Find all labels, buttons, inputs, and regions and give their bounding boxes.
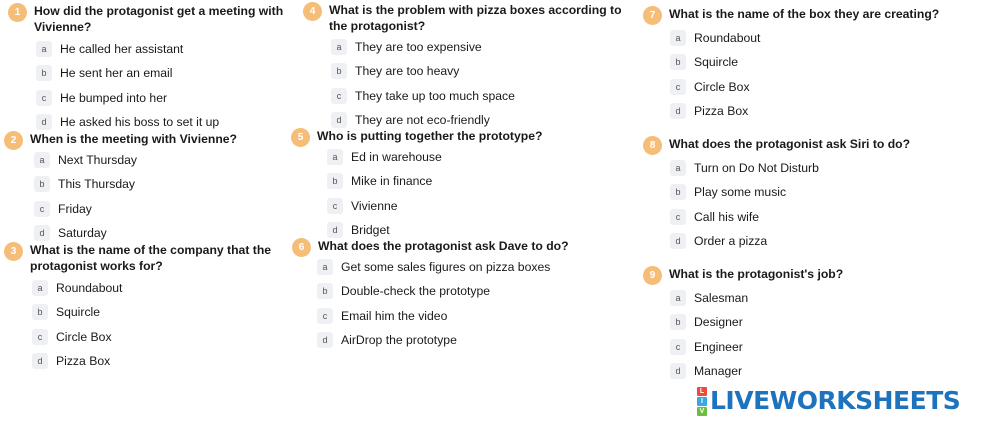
option-letter: c: [317, 308, 333, 324]
option-text: Circle Box: [56, 329, 112, 344]
option-letter: d: [670, 233, 686, 249]
question-4: [303, 2, 633, 132]
option-d[interactable]: [670, 229, 973, 253]
option-b[interactable]: [331, 59, 633, 83]
option-a[interactable]: [317, 255, 622, 279]
option-text: They take up too much space: [355, 88, 515, 103]
option-b[interactable]: [670, 50, 973, 74]
liveworksheets-logo: [697, 386, 960, 416]
option-letter: b: [327, 173, 343, 189]
question-header: [4, 131, 289, 147]
option-a[interactable]: [36, 37, 293, 61]
question-number-badge: 7: [643, 6, 662, 25]
option-b[interactable]: [317, 279, 622, 303]
option-d[interactable]: [317, 328, 622, 352]
option-text: Designer: [694, 315, 743, 330]
option-c[interactable]: [670, 205, 973, 229]
option-b[interactable]: [670, 310, 973, 334]
option-letter: a: [331, 39, 347, 55]
option-b[interactable]: [36, 61, 293, 85]
question-number-badge: 9: [643, 266, 662, 285]
option-letter: a: [36, 41, 52, 57]
question-header: [292, 238, 622, 254]
logo-cube-l: L: [697, 387, 707, 396]
option-text: Manager: [694, 363, 743, 378]
option-letter: c: [327, 198, 343, 214]
option-text: Circle Box: [694, 79, 750, 94]
option-text: Mike in finance: [351, 174, 433, 189]
option-text: Roundabout: [56, 281, 123, 295]
question-text: How did the protagonist get a meeting with Vivienne?: [34, 4, 284, 34]
option-letter: d: [317, 332, 333, 348]
option-a[interactable]: [670, 156, 973, 180]
option-a[interactable]: [670, 26, 973, 50]
option-letter: d: [670, 363, 686, 379]
option-c[interactable]: [670, 75, 973, 99]
question-number-badge: 2: [4, 131, 23, 150]
question-number-badge: 3: [4, 242, 23, 261]
option-letter: d: [36, 114, 52, 130]
question-2: [4, 131, 289, 245]
option-letter: b: [670, 314, 686, 330]
question-number-badge: 8: [643, 136, 662, 155]
question-text: What does the protagonist ask Siri to do?: [669, 137, 911, 151]
option-b[interactable]: [34, 172, 289, 196]
option-text: They are too expensive: [355, 40, 482, 54]
question-3: [4, 242, 294, 373]
question-text: What is the name of the company that the protagonist works for?: [30, 243, 272, 273]
question-number-badge: 5: [291, 128, 310, 147]
option-text: Play some music: [694, 185, 787, 200]
question-9: [643, 266, 973, 383]
option-letter: a: [670, 30, 686, 46]
option-letter: d: [32, 353, 48, 369]
question-number-badge: 6: [292, 238, 311, 257]
option-text: Next Thursday: [58, 153, 138, 167]
option-letter: b: [331, 63, 347, 79]
question-text: What is the name of the box they are creating?: [669, 7, 940, 21]
option-text: Pizza Box: [694, 103, 749, 118]
option-c[interactable]: [34, 197, 289, 221]
option-b[interactable]: [670, 180, 973, 204]
option-text: Double-check the prototype: [341, 284, 491, 299]
option-letter: c: [36, 90, 52, 106]
option-letter: a: [670, 290, 686, 306]
option-text: AirDrop the prototype: [341, 332, 457, 347]
question-8: [643, 136, 973, 253]
option-text: Ed in warehouse: [351, 150, 442, 164]
option-letter: b: [670, 54, 686, 70]
option-a[interactable]: [32, 276, 294, 300]
options-list: [8, 37, 293, 134]
option-letter: b: [670, 184, 686, 200]
option-a[interactable]: [327, 145, 621, 169]
question-6: [292, 238, 622, 352]
option-letter: b: [32, 304, 48, 320]
option-c[interactable]: [36, 86, 293, 110]
option-b[interactable]: [32, 300, 294, 324]
option-a[interactable]: [670, 286, 973, 310]
question-5: [291, 128, 621, 242]
option-letter: c: [32, 329, 48, 345]
logo-cube-i: I: [697, 397, 707, 406]
option-letter: a: [32, 280, 48, 296]
option-text: Squircle: [694, 55, 739, 70]
options-list: [4, 276, 294, 373]
option-letter: c: [331, 88, 347, 104]
option-c[interactable]: [327, 194, 621, 218]
option-letter: c: [670, 209, 686, 225]
option-text: Roundabout: [694, 31, 761, 45]
option-a[interactable]: [331, 35, 633, 59]
question-text: Who is putting together the prototype?: [317, 129, 543, 143]
option-letter: a: [34, 152, 50, 168]
option-c[interactable]: [32, 325, 294, 349]
options-list: [4, 148, 289, 245]
options-list: [292, 255, 622, 352]
logo-cubes-icon: [697, 387, 707, 416]
option-letter: c: [670, 339, 686, 355]
option-letter: b: [317, 283, 333, 299]
option-text: He sent her an email: [60, 66, 173, 81]
option-d[interactable]: [670, 359, 973, 383]
question-header: [303, 2, 633, 34]
option-text: He bumped into her: [60, 90, 168, 105]
question-header: [643, 6, 973, 22]
option-text: Get some sales figures on pizza boxes: [341, 260, 551, 274]
options-list: [643, 286, 973, 383]
option-text: Salesman: [694, 291, 749, 305]
option-letter: a: [670, 160, 686, 176]
option-text: They are not eco-friendly: [355, 112, 490, 127]
option-text: Vivienne: [351, 198, 398, 213]
option-text: They are too heavy: [355, 64, 460, 79]
option-text: Email him the video: [341, 308, 448, 323]
option-text: Squircle: [56, 305, 101, 320]
option-letter: b: [34, 176, 50, 192]
question-1: [8, 3, 293, 134]
option-text: This Thursday: [58, 177, 135, 192]
question-text: When is the meeting with Vivienne?: [30, 132, 237, 146]
question-number-badge: 4: [303, 2, 322, 21]
option-b[interactable]: [327, 169, 621, 193]
option-letter: d: [670, 103, 686, 119]
option-letter: d: [327, 222, 343, 238]
option-text: Turn on Do Not Disturb: [694, 161, 819, 175]
logo-cube-v: V: [697, 407, 707, 416]
option-c[interactable]: [670, 335, 973, 359]
logo-text: LIVEWORKSHEETS: [710, 386, 961, 415]
option-letter: d: [331, 112, 347, 128]
option-text: Order a pizza: [694, 233, 768, 248]
option-c[interactable]: [331, 84, 633, 108]
option-text: Bridget: [351, 222, 390, 237]
option-text: Friday: [58, 201, 92, 216]
question-header: [4, 242, 294, 274]
option-letter: c: [34, 201, 50, 217]
option-text: He asked his boss to set it up: [60, 114, 220, 129]
option-text: He called her assistant: [60, 42, 184, 56]
question-text: What does the protagonist ask Dave to do?: [318, 239, 569, 253]
option-text: Engineer: [694, 339, 743, 354]
option-letter: d: [34, 225, 50, 241]
option-letter: a: [317, 259, 333, 275]
question-text: What is the problem with pizza boxes according to the protagonist?: [329, 3, 622, 33]
question-7: [643, 6, 973, 123]
option-text: Pizza Box: [56, 353, 111, 368]
option-d[interactable]: [670, 99, 973, 123]
option-text: Saturday: [58, 225, 107, 240]
option-letter: c: [670, 79, 686, 95]
question-text: What is the protagonist's job?: [669, 267, 844, 281]
options-list: [643, 156, 973, 253]
question-number-badge: 1: [8, 3, 27, 22]
question-header: [643, 136, 973, 152]
question-header: [643, 266, 973, 282]
option-c[interactable]: [317, 304, 622, 328]
option-letter: b: [36, 65, 52, 81]
option-a[interactable]: [34, 148, 289, 172]
options-list: [291, 145, 621, 242]
option-letter: a: [327, 149, 343, 165]
option-text: Call his wife: [694, 209, 760, 224]
options-list: [643, 26, 973, 123]
question-header: [8, 3, 293, 35]
question-header: [291, 128, 621, 144]
options-list: [303, 35, 633, 132]
option-d[interactable]: [32, 349, 294, 373]
